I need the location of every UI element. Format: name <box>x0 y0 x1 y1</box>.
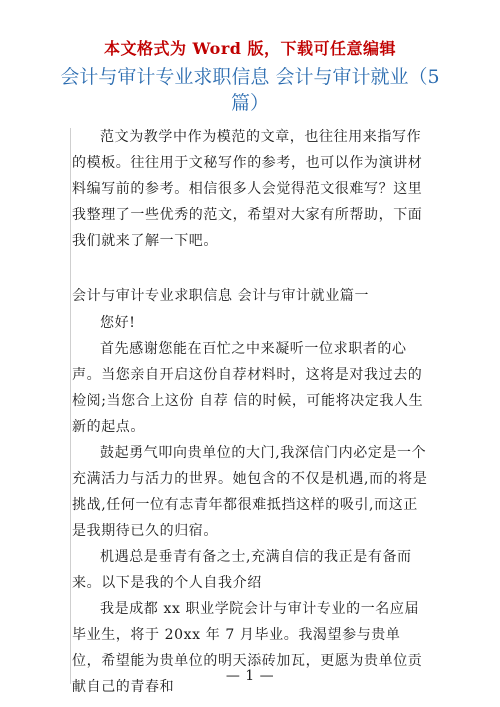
body-paragraph: 机遇总是垂青有备之士,充满自信的我正是有备而来。以下是我的个人自我介绍 <box>72 549 412 591</box>
body-paragraph: 鼓起勇气叩向贵单位的大门,我深信门内必定是一个充满活力与活力的世界。她包含的不仅是机遇,而的将是挑战,任何一位有志青年都很难抵挡这样的吸引,而这正是我期待已久的归宿。 <box>72 445 428 539</box>
intro-block <box>72 124 428 254</box>
body-paragraph: 首先感谢您能在百忙之中来凝听一位求职者的心声。当您亲自开启这份自荐材料时，这将是对我过去的检阅;当您合上这份 自荐 信的时候，可能将决定我人生新的起点。 <box>72 341 424 435</box>
document-title: 会计与审计专业求职信息 会计与审计就业（5 篇） <box>60 66 440 114</box>
page-number: — 1 — <box>225 668 275 684</box>
format-banner: 本文格式为 Word 版，下载可任意编辑 <box>103 39 397 58</box>
content-block <box>72 283 428 700</box>
margin-rule <box>70 128 71 684</box>
intro-paragraph: 范文为教学中作为模范的文章，也往往用来指写作的模板。往往用于文秘写作的参考，也可以作为演讲材料编写前的参考。相信很多人会觉得范文很难写？这里我整理了一些优秀的范文，希望对大家有所帮助，下面我们就来了解一下吧。 <box>72 129 423 249</box>
body-paragraph: 我是成都 xx 职业学院会计与审计专业的一名应届毕业生，将于 20xx 年 7 月毕业。我渴望参与贵单位，希望能为贵单位的明天添砖加瓦，更愿为贵单位贡献自己的青春和 <box>72 601 423 695</box>
section-heading: 会计与审计专业求职信息 会计与审计就业篇一 <box>72 288 370 304</box>
greeting-paragraph: 您好! <box>100 315 136 331</box>
